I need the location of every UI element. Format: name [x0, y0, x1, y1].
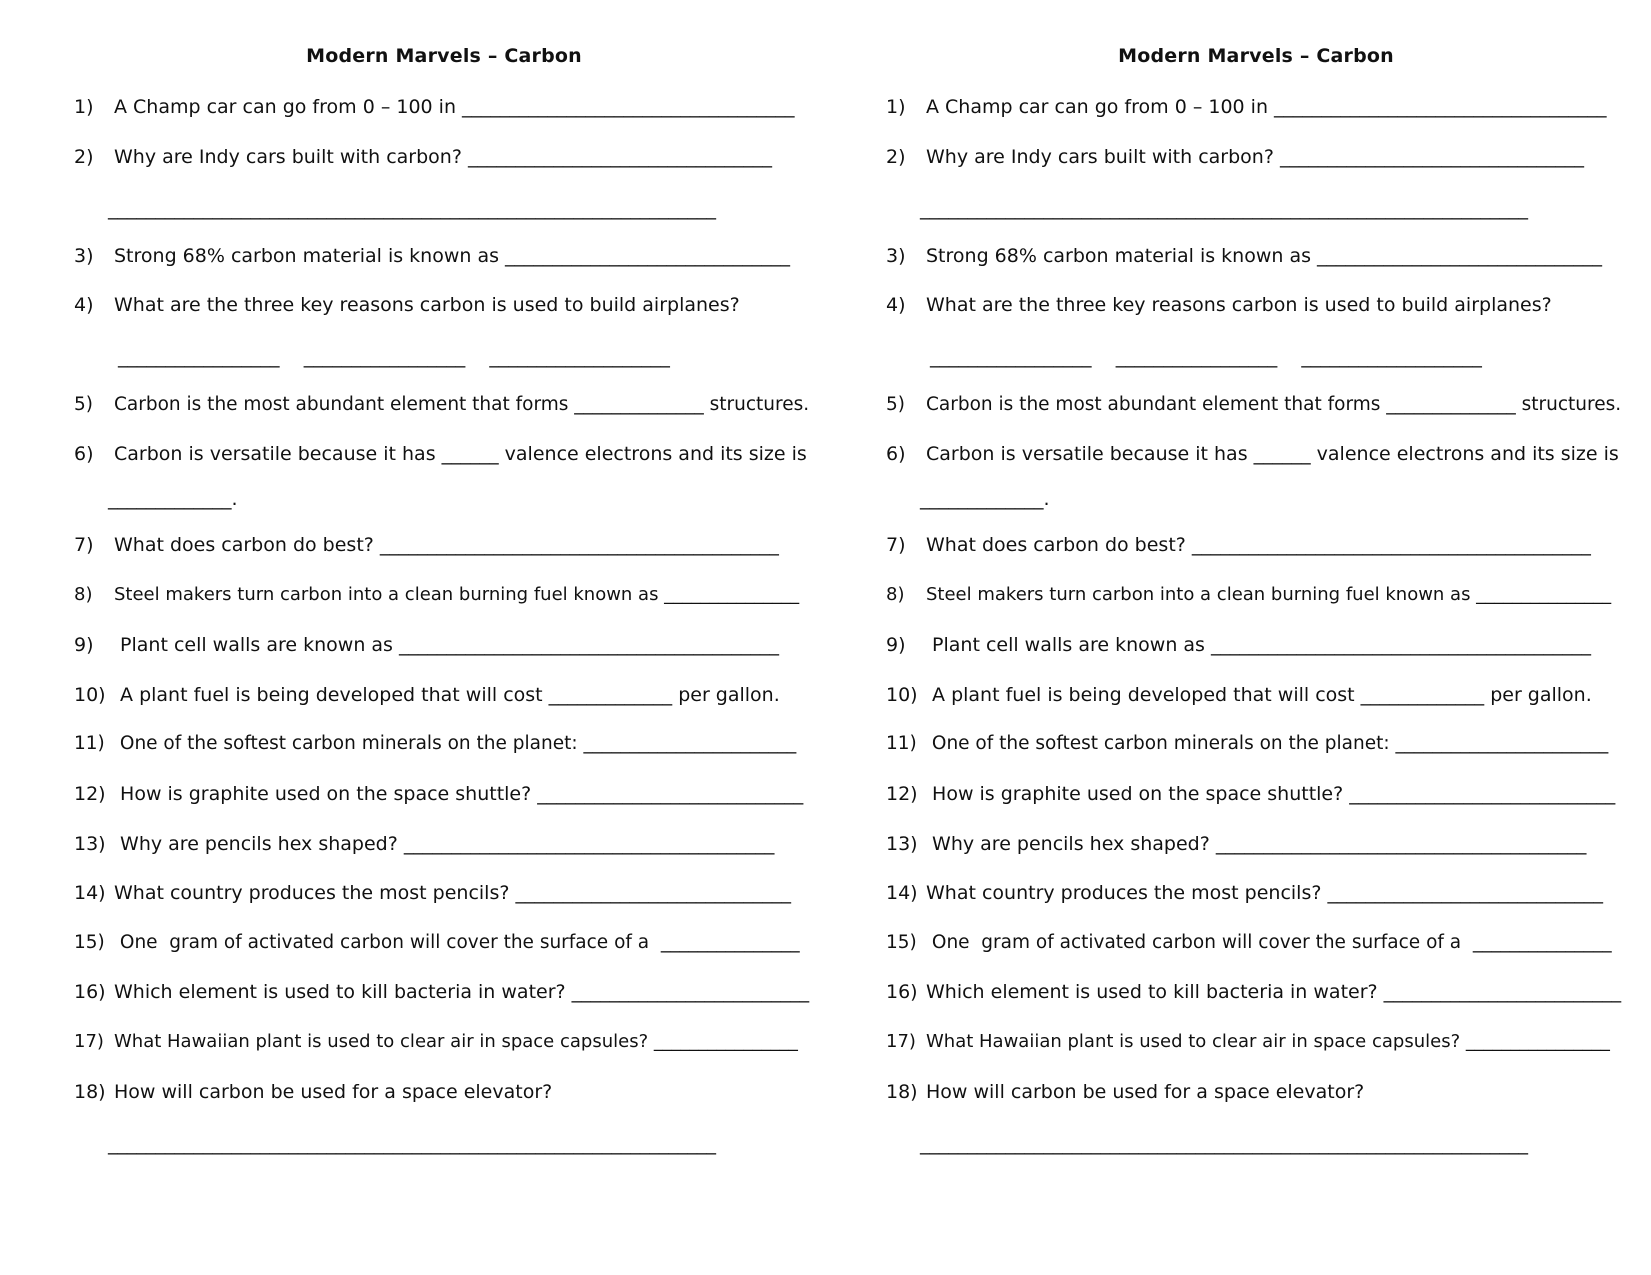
question-text: How is graphite used on the space shuttle? ____________________________ [114, 783, 804, 805]
question-number: 13) [74, 833, 106, 855]
question-number: 11) [74, 733, 105, 754]
question-text: How will carbon be used for a space elevator? [114, 1081, 553, 1103]
question-text: How will carbon be used for a space elevator? [926, 1081, 1365, 1103]
question-text: Which element is used to kill bacteria in water? _________________________ [114, 981, 810, 1003]
question-line [74, 1030, 798, 1054]
worksheet-left [74, 0, 814, 1275]
question-text: One of the softest carbon minerals on the planet: _______________________ [926, 733, 1609, 754]
question-line [886, 145, 1584, 169]
question-text: A Champ car can go from 0 – 100 in ___________________________________ [114, 96, 795, 118]
question-text: _________________ _________________ ___________________ [112, 346, 670, 368]
question-line [74, 293, 740, 317]
question-number: 10) [886, 684, 918, 706]
question-text: What does carbon do best? __________________________________________ [114, 534, 779, 556]
question-number: 15) [886, 932, 917, 953]
question-line [886, 244, 1602, 268]
question-text: What are the three key reasons carbon is used to build airplanes? [926, 294, 1552, 316]
question-line [886, 1080, 1364, 1104]
question-line [74, 244, 790, 268]
question-text: Strong 68% carbon material is known as ______________________________ [114, 245, 791, 267]
question-line [886, 732, 1608, 756]
question-number: 7) [886, 534, 906, 556]
question-number: 5) [886, 394, 905, 415]
question-text: A plant fuel is being developed that will cost _____________ per gallon. [114, 684, 780, 706]
question-line [74, 583, 799, 607]
answer-line [920, 487, 1050, 511]
question-text: A Champ car can go from 0 – 100 in ___________________________________ [926, 96, 1607, 118]
question-number: 17) [886, 1031, 916, 1052]
question-number: 11) [886, 733, 917, 754]
question-number: 5) [74, 394, 93, 415]
question-line [886, 782, 1615, 806]
question-number: 9) [886, 634, 906, 656]
question-number: 4) [74, 294, 94, 316]
question-line [74, 1080, 552, 1104]
question-number: 16) [74, 981, 106, 1003]
answer-line [920, 1132, 1528, 1156]
question-line [74, 980, 809, 1004]
question-number: 16) [886, 981, 918, 1003]
question-number: 10) [74, 684, 106, 706]
answer-line [108, 1132, 716, 1156]
question-text: How is graphite used on the space shuttle? ____________________________ [926, 783, 1616, 805]
question-line [886, 95, 1607, 119]
question-line [74, 442, 807, 466]
question-text: Why are pencils hex shaped? _______________________________________ [926, 833, 1587, 855]
question-line [886, 683, 1592, 707]
question-line [74, 782, 803, 806]
question-number: 2) [74, 146, 94, 168]
question-text: Strong 68% carbon material is known as ______________________________ [926, 245, 1603, 267]
question-number: 8) [74, 584, 93, 605]
question-text: Why are Indy cars built with carbon? ________________________________ [114, 146, 772, 168]
question-number: 9) [74, 634, 94, 656]
question-number: 1) [74, 96, 94, 118]
question-line [74, 393, 809, 417]
question-text: Plant cell walls are known as ________________________________________ [926, 634, 1591, 656]
question-text: One gram of activated carbon will cover the surface of a _______________ [114, 932, 800, 953]
question-number: 3) [74, 245, 94, 267]
question-line [886, 881, 1603, 905]
question-text: One of the softest carbon minerals on the planet: _______________________ [114, 733, 797, 754]
question-text: Which element is used to kill bacteria in water? _________________________ [926, 981, 1622, 1003]
page-title: Modern Marvels – Carbon [1118, 45, 1394, 67]
question-text: Carbon is the most abundant element that forms ______________ structures. [114, 394, 810, 415]
question-text: What Hawaiian plant is used to clear air in space capsules? ________________ [926, 1031, 1610, 1052]
question-number: 18) [886, 1081, 918, 1103]
question-line [886, 832, 1586, 856]
question-text: _____________. [920, 488, 1050, 510]
question-number: 3) [886, 245, 906, 267]
question-text: ________________________________________________________________ [108, 198, 716, 220]
question-text: Carbon is versatile because it has ______ valence electrons and its size is [114, 443, 807, 465]
question-number: 12) [886, 783, 918, 805]
question-text: What country produces the most pencils? _____________________________ [114, 882, 791, 904]
question-line [74, 95, 795, 119]
question-line [886, 393, 1621, 417]
question-number: 14) [74, 882, 106, 904]
question-line [74, 633, 779, 657]
question-text: What are the three key reasons carbon is used to build airplanes? [114, 294, 740, 316]
question-line [74, 533, 779, 557]
question-text: Plant cell walls are known as ________________________________________ [114, 634, 779, 656]
question-number: 17) [74, 1031, 104, 1052]
question-number: 8) [886, 584, 905, 605]
question-number: 2) [886, 146, 906, 168]
question-line [74, 732, 796, 756]
question-number: 4) [886, 294, 906, 316]
question-text: A plant fuel is being developed that will cost _____________ per gallon. [926, 684, 1592, 706]
page-title: Modern Marvels – Carbon [306, 45, 582, 67]
answer-line [920, 197, 1528, 221]
question-number: 18) [74, 1081, 106, 1103]
question-number: 6) [886, 443, 906, 465]
question-text: What does carbon do best? __________________________________________ [926, 534, 1591, 556]
question-line [74, 832, 774, 856]
question-line [74, 683, 780, 707]
question-text: _____________. [108, 488, 238, 510]
question-text: ________________________________________________________________ [108, 1133, 716, 1155]
answer-line [108, 487, 238, 511]
question-text: One gram of activated carbon will cover the surface of a _______________ [926, 932, 1612, 953]
question-line [886, 442, 1619, 466]
question-number: 13) [886, 833, 918, 855]
question-text: ________________________________________________________________ [920, 198, 1528, 220]
question-line [886, 533, 1591, 557]
question-text: What country produces the most pencils? _____________________________ [926, 882, 1603, 904]
question-number: 14) [886, 882, 918, 904]
question-line [886, 293, 1552, 317]
question-line [74, 881, 791, 905]
question-text: Why are Indy cars built with carbon? ________________________________ [926, 146, 1584, 168]
question-number: 7) [74, 534, 94, 556]
worksheet-right [886, 0, 1626, 1275]
question-text: Why are pencils hex shaped? _______________________________________ [114, 833, 775, 855]
answer-line [108, 197, 716, 221]
question-text: What Hawaiian plant is used to clear air in space capsules? ________________ [114, 1031, 798, 1052]
question-text: Carbon is versatile because it has ______ valence electrons and its size is [926, 443, 1619, 465]
question-number: 1) [886, 96, 906, 118]
question-line [886, 583, 1611, 607]
question-number: 15) [74, 932, 105, 953]
question-text: ________________________________________________________________ [920, 1133, 1528, 1155]
question-line [886, 980, 1621, 1004]
question-line [74, 931, 800, 955]
question-number: 12) [74, 783, 106, 805]
question-line [886, 1030, 1610, 1054]
answer-line [112, 345, 670, 369]
question-text: Carbon is the most abundant element that forms ______________ structures. [926, 394, 1622, 415]
answer-line [924, 345, 1482, 369]
question-text: _________________ _________________ ___________________ [924, 346, 1482, 368]
question-text: Steel makers turn carbon into a clean burning fuel known as _______________ [926, 584, 1612, 605]
question-text: Steel makers turn carbon into a clean burning fuel known as _______________ [114, 584, 800, 605]
question-line [886, 633, 1591, 657]
question-number: 6) [74, 443, 94, 465]
question-line [74, 145, 772, 169]
question-line [886, 931, 1612, 955]
